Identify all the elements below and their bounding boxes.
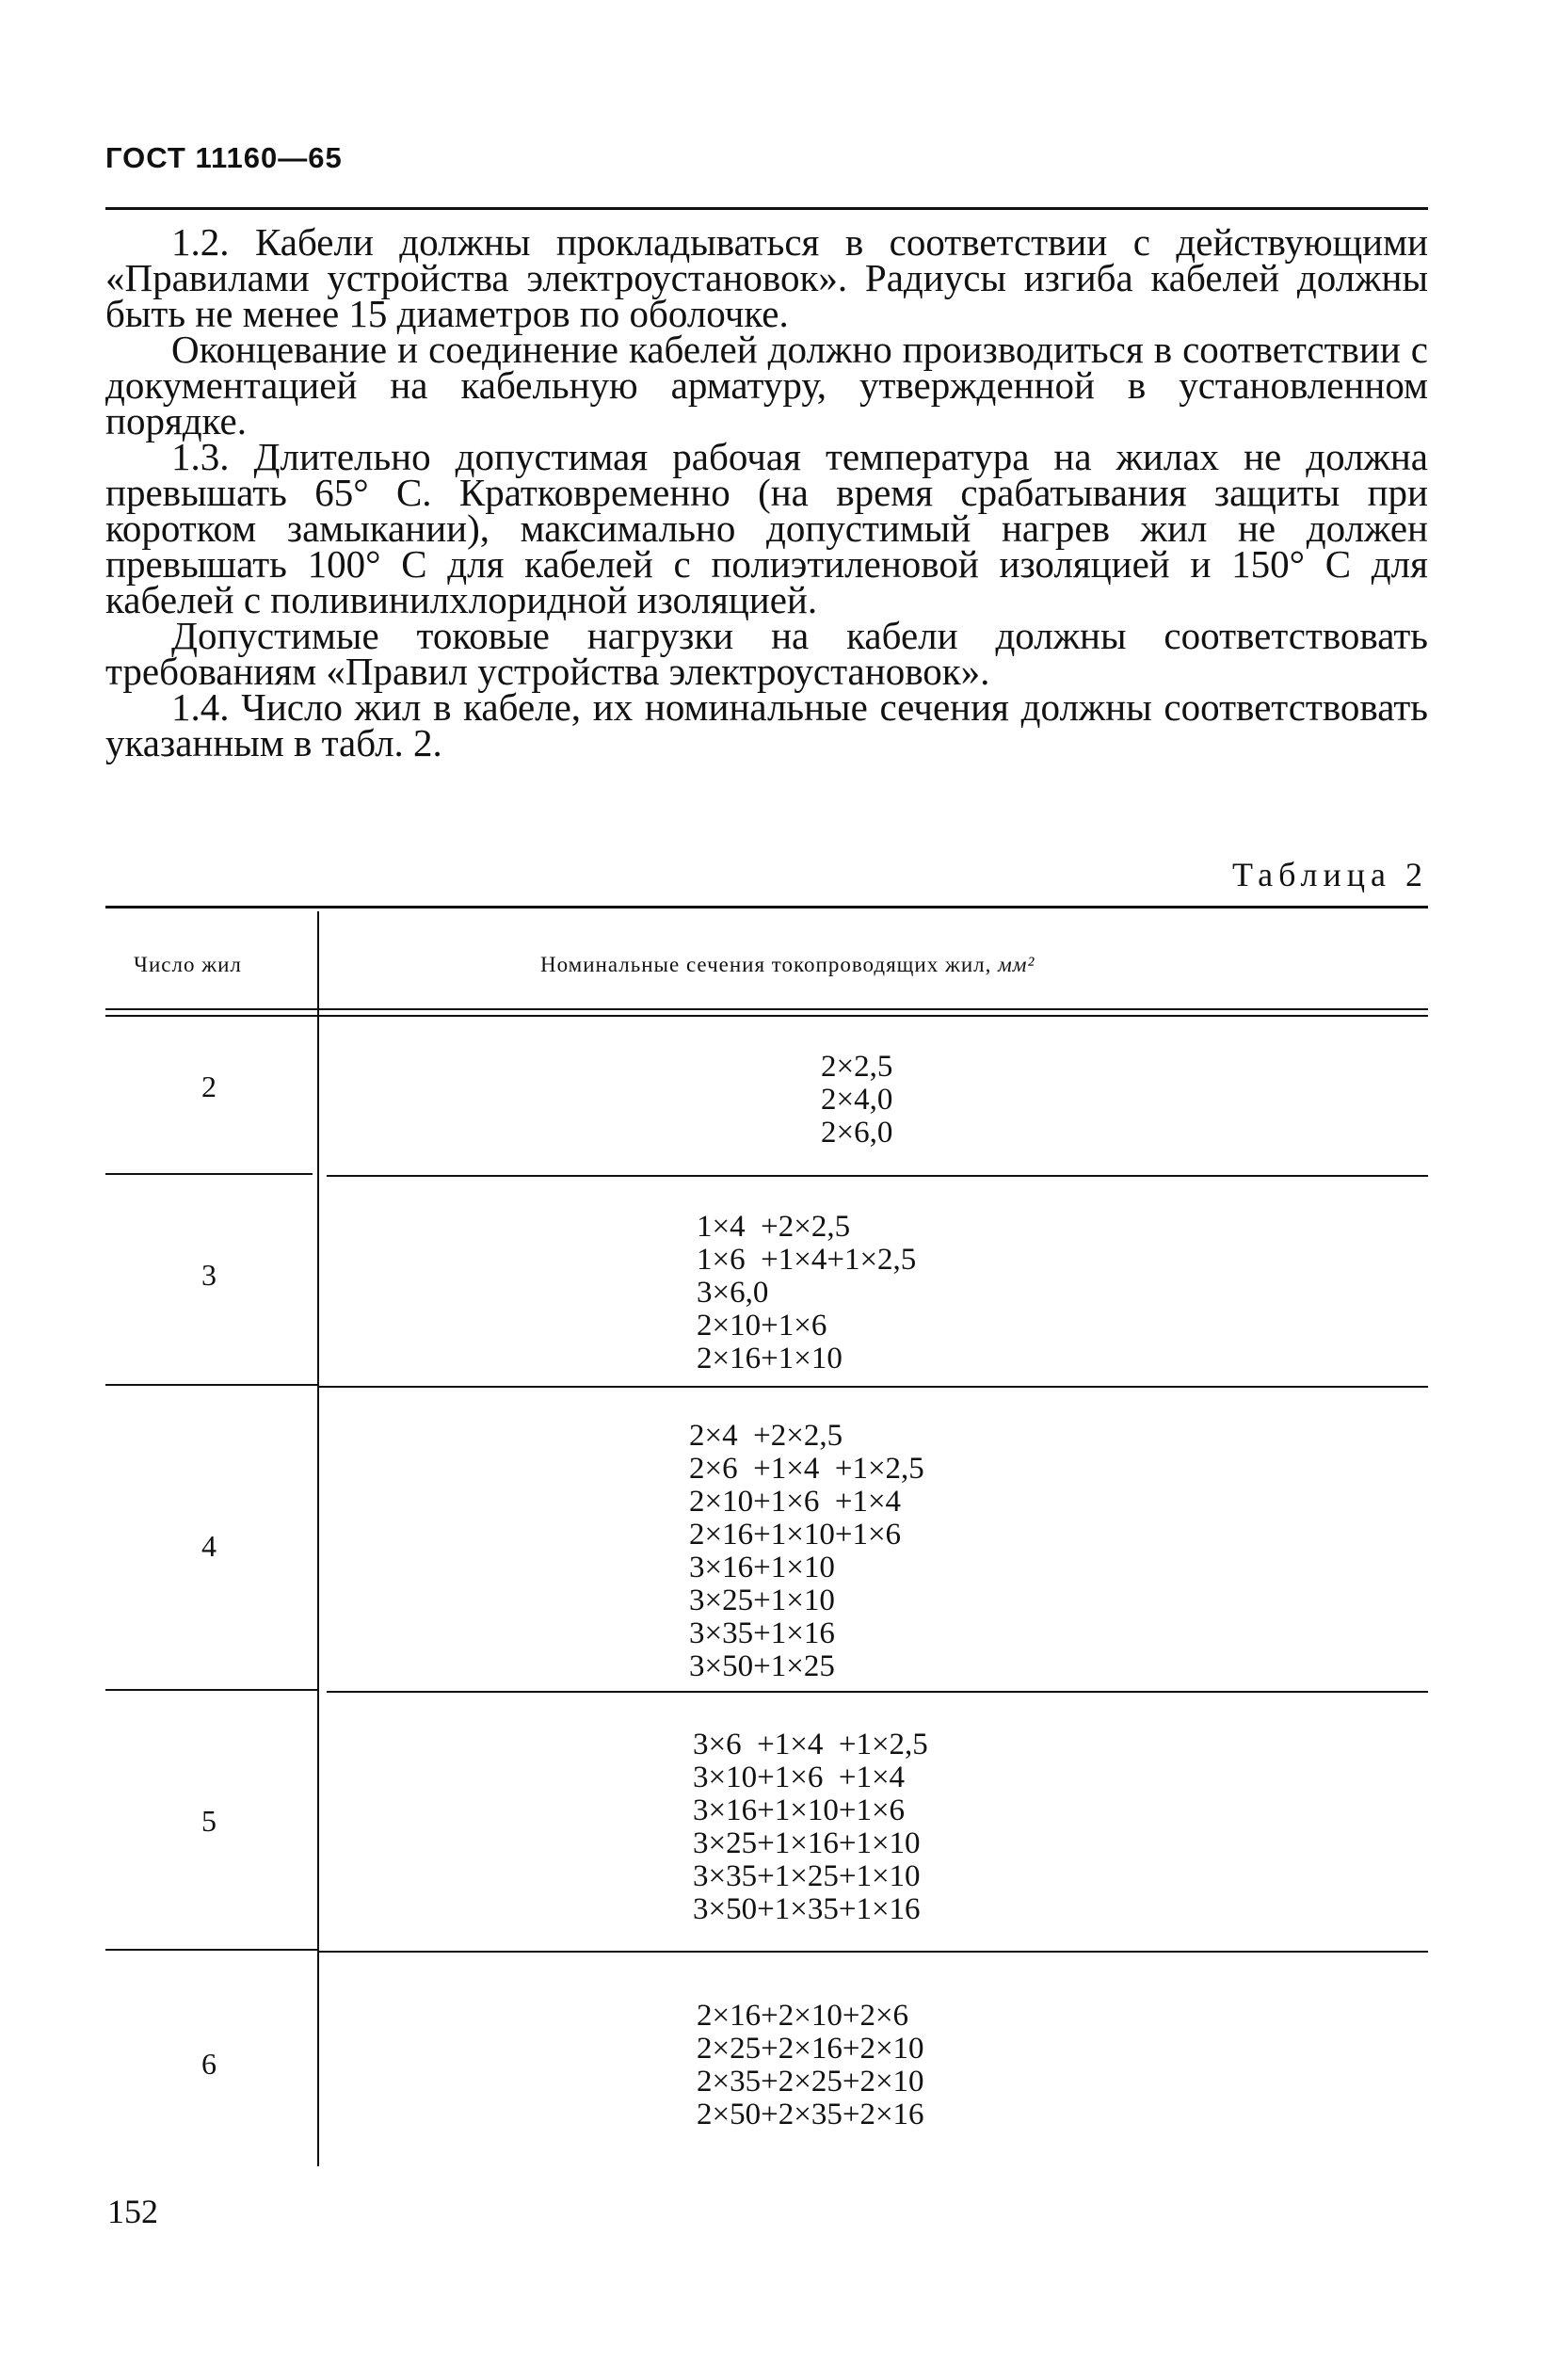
- section-line: 3×50+1×25: [689, 1649, 835, 1683]
- row-divider: [105, 1949, 317, 1951]
- table-top-rule: [105, 906, 1428, 909]
- row-3-sections: [697, 1211, 916, 1375]
- row-2-sections: [821, 1051, 892, 1150]
- header-double-rule: [105, 1008, 1428, 1017]
- header-nominal-sections-text: Номинальные сечения токопроводящих жил,: [540, 953, 992, 976]
- row-5-core-count: 5: [201, 1804, 217, 1838]
- section-line: 2×16+1×10+1×6: [689, 1518, 902, 1552]
- section-line: 2×6 +1×4 +1×2,5: [689, 1452, 924, 1486]
- column-divider: [317, 911, 319, 2166]
- section-line: 3×25+1×10: [689, 1584, 835, 1617]
- paragraph-1-3: 1.3. Длительно допустимая рабочая температура на жилах не должна превышать 65° С. Кратковременно (на время срабатывания защиты при коротком замыкании), максимально допустимый нагрев жил не должен превышать 100° С для кабелей с полиэтиленовой изоляцией и 150° С для кабелей с поливинилхлоридной изоляцией.: [105, 435, 1428, 621]
- section-line: 1×4 +2×2,5: [697, 1210, 851, 1244]
- row-divider: [105, 1384, 317, 1386]
- row-divider: [317, 1386, 1428, 1388]
- row-4-sections: [689, 1420, 924, 1683]
- section-line: 3×50+1×35+1×16: [693, 1892, 921, 1926]
- section-line: 2×35+2×25+2×10: [697, 2065, 924, 2099]
- section-line: 3×35+1×16: [689, 1616, 835, 1650]
- section-line: 2×2,5: [821, 1050, 893, 1084]
- section-line: 3×6 +1×4 +1×2,5: [693, 1728, 928, 1761]
- document-header: ГОСТ 11160—65: [105, 141, 343, 174]
- table-caption: Таблица 2: [1232, 856, 1428, 893]
- row-2-core-count: 2: [201, 1069, 217, 1103]
- row-5-sections: [693, 1729, 928, 1926]
- section-line: 3×35+1×25+1×10: [693, 1859, 921, 1893]
- section-line: 3×25+1×16+1×10: [693, 1826, 921, 1860]
- row-3-core-count: 3: [201, 1258, 217, 1292]
- page-number: 152: [107, 2193, 158, 2230]
- row-divider: [105, 1689, 317, 1691]
- header-core-count: Число жил: [134, 953, 242, 976]
- row-divider: [105, 1173, 313, 1175]
- header-rule: [105, 207, 1428, 210]
- section-line: 3×16+1×10+1×6: [693, 1793, 906, 1827]
- paragraph-current-loads: Допустимые токовые нагрузки на кабели должны соответствовать требованиям «Правил устройства электроустановок».: [105, 614, 1428, 693]
- header-nominal-sections: [540, 953, 1035, 977]
- section-line: 2×4 +2×2,5: [689, 1419, 843, 1453]
- row-divider: [327, 1175, 1428, 1177]
- paragraph-1-4: 1.4. Число жил в кабеле, их номинальные сечения должны соответствовать указанным в табл. 2.: [105, 685, 1428, 764]
- section-line: 2×50+2×35+2×16: [697, 2098, 924, 2131]
- section-line: 2×4,0: [821, 1083, 893, 1117]
- section-line: 1×6 +1×4+1×2,5: [697, 1243, 917, 1277]
- row-4-core-count: 4: [201, 1529, 217, 1563]
- row-divider: [317, 1951, 1428, 1953]
- cores-sections-table: [105, 900, 1428, 2166]
- section-line: 2×16+2×10+2×6: [697, 1999, 909, 2033]
- section-line: 3×10+1×6 +1×4: [693, 1761, 906, 1794]
- paragraph-termination: Оконцевание и соединение кабелей должно производиться в соответствии с документацией на кабельную арматуру, утвержденной в установленном порядке.: [105, 328, 1428, 442]
- section-line: 2×16+1×10: [697, 1342, 843, 1375]
- section-line: 2×25+2×16+2×10: [697, 2032, 924, 2066]
- row-6-sections: [697, 2000, 924, 2131]
- section-line: 2×6,0: [821, 1116, 893, 1150]
- section-line: 2×10+1×6 +1×4: [689, 1485, 902, 1519]
- section-line: 3×6,0: [697, 1276, 769, 1310]
- paragraph-1-2: 1.2. Кабели должны прокладываться в соответствии с действующими «Правилами устройства электроустановок». Радиусы изгиба кабелей должны быть не менее 15 диаметров по оболочке.: [105, 220, 1428, 335]
- section-line: 3×16+1×10: [689, 1551, 835, 1584]
- body-text: [105, 220, 1428, 764]
- row-divider: [327, 1691, 1428, 1693]
- section-line: 2×10+1×6: [697, 1309, 827, 1343]
- row-6-core-count: 6: [201, 2047, 217, 2081]
- header-unit: мм²: [998, 953, 1035, 976]
